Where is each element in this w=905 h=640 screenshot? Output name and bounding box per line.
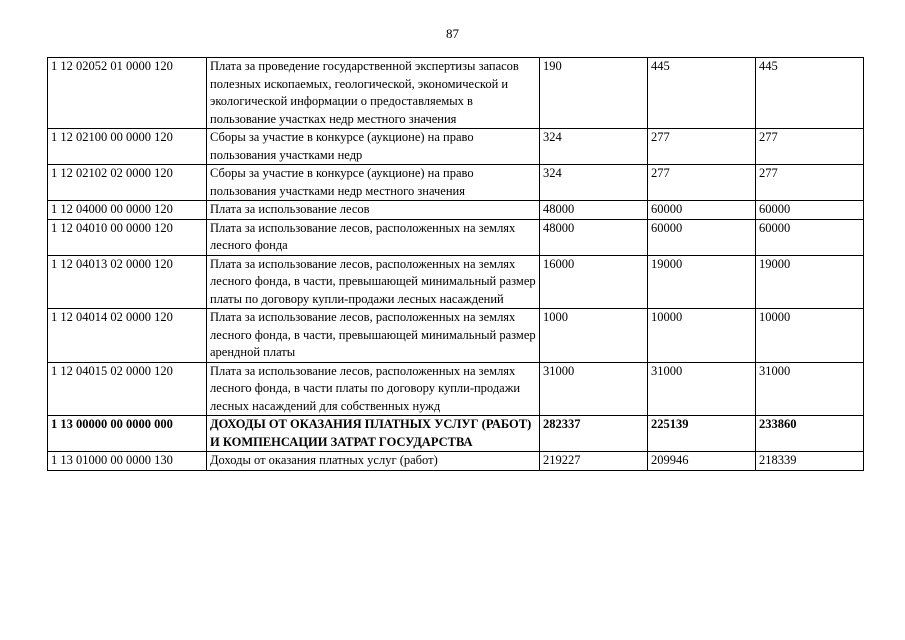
budget-code-cell: 1 12 02100 00 0000 120 bbox=[48, 129, 207, 165]
revenue-name-cell: Сборы за участие в конкурсе (аукционе) на право пользования участками недр местного значения bbox=[207, 165, 540, 201]
value-cell-1: 48000 bbox=[540, 201, 648, 220]
value-cell-3: 31000 bbox=[756, 362, 864, 416]
table-row bbox=[48, 129, 864, 165]
table-row bbox=[48, 452, 864, 471]
value-cell-2: 209946 bbox=[648, 452, 756, 471]
budget-code-cell: 1 12 02052 01 0000 120 bbox=[48, 58, 207, 129]
value-cell-1: 324 bbox=[540, 165, 648, 201]
value-cell-2: 31000 bbox=[648, 362, 756, 416]
value-cell-3: 10000 bbox=[756, 309, 864, 363]
revenue-name-cell: Плата за использование лесов, расположенных на землях лесного фонда, в части платы по договору купли-продажи лесных насаждений для собственных нужд bbox=[207, 362, 540, 416]
table-row bbox=[48, 201, 864, 220]
value-cell-1: 190 bbox=[540, 58, 648, 129]
value-cell-3: 277 bbox=[756, 129, 864, 165]
value-cell-1: 324 bbox=[540, 129, 648, 165]
value-cell-2: 445 bbox=[648, 58, 756, 129]
revenue-name-cell: Доходы от оказания платных услуг (работ) bbox=[207, 452, 540, 471]
page-number: 87 bbox=[446, 26, 459, 41]
table-row bbox=[48, 309, 864, 363]
budget-table bbox=[47, 57, 864, 471]
value-cell-3: 19000 bbox=[756, 255, 864, 309]
revenue-name-cell: Плата за использование лесов, расположенных на землях лесного фонда, в части, превышающей минимальный размер арендной платы bbox=[207, 309, 540, 363]
value-cell-1: 219227 bbox=[540, 452, 648, 471]
budget-code-cell: 1 13 00000 00 0000 000 bbox=[48, 416, 207, 452]
table-row bbox=[48, 165, 864, 201]
value-cell-1: 16000 bbox=[540, 255, 648, 309]
value-cell-1: 48000 bbox=[540, 219, 648, 255]
budget-code-cell: 1 12 04000 00 0000 120 bbox=[48, 201, 207, 220]
value-cell-1: 282337 bbox=[540, 416, 648, 452]
revenue-name-cell: Сборы за участие в конкурсе (аукционе) на право пользования участками недр bbox=[207, 129, 540, 165]
revenue-name-cell: Плата за использование лесов bbox=[207, 201, 540, 220]
value-cell-2: 19000 bbox=[648, 255, 756, 309]
value-cell-2: 225139 bbox=[648, 416, 756, 452]
value-cell-2: 60000 bbox=[648, 201, 756, 220]
budget-code-cell: 1 12 04014 02 0000 120 bbox=[48, 309, 207, 363]
table-row bbox=[48, 219, 864, 255]
value-cell-3: 277 bbox=[756, 165, 864, 201]
budget-code-cell: 1 12 02102 02 0000 120 bbox=[48, 165, 207, 201]
value-cell-2: 277 bbox=[648, 129, 756, 165]
revenue-name-cell: ДОХОДЫ ОТ ОКАЗАНИЯ ПЛАТНЫХ УСЛУГ (РАБОТ) И КОМПЕНСАЦИИ ЗАТРАТ ГОСУДАРСТВА bbox=[207, 416, 540, 452]
table-row-section-total bbox=[48, 416, 864, 452]
table-row bbox=[48, 58, 864, 129]
table-row bbox=[48, 362, 864, 416]
table-body bbox=[48, 58, 864, 471]
value-cell-3: 218339 bbox=[756, 452, 864, 471]
value-cell-3: 445 bbox=[756, 58, 864, 129]
revenue-name-cell: Плата за использование лесов, расположенных на землях лесного фонда bbox=[207, 219, 540, 255]
table-row bbox=[48, 255, 864, 309]
value-cell-3: 233860 bbox=[756, 416, 864, 452]
budget-code-cell: 1 13 01000 00 0000 130 bbox=[48, 452, 207, 471]
budget-code-cell: 1 12 04013 02 0000 120 bbox=[48, 255, 207, 309]
value-cell-2: 277 bbox=[648, 165, 756, 201]
revenue-name-cell: Плата за использование лесов, расположенных на землях лесного фонда, в части, превышающей минимальный размер платы по договору купли-продажи лесных насаждений bbox=[207, 255, 540, 309]
budget-code-cell: 1 12 04015 02 0000 120 bbox=[48, 362, 207, 416]
revenue-name-cell: Плата за проведение государственной экспертизы запасов полезных ископаемых, геологической, экономической и экологической информации о предоставляемых в пользование участках недр местного значения bbox=[207, 58, 540, 129]
value-cell-3: 60000 bbox=[756, 219, 864, 255]
value-cell-3: 60000 bbox=[756, 201, 864, 220]
value-cell-1: 31000 bbox=[540, 362, 648, 416]
value-cell-2: 10000 bbox=[648, 309, 756, 363]
budget-code-cell: 1 12 04010 00 0000 120 bbox=[48, 219, 207, 255]
value-cell-2: 60000 bbox=[648, 219, 756, 255]
value-cell-1: 1000 bbox=[540, 309, 648, 363]
